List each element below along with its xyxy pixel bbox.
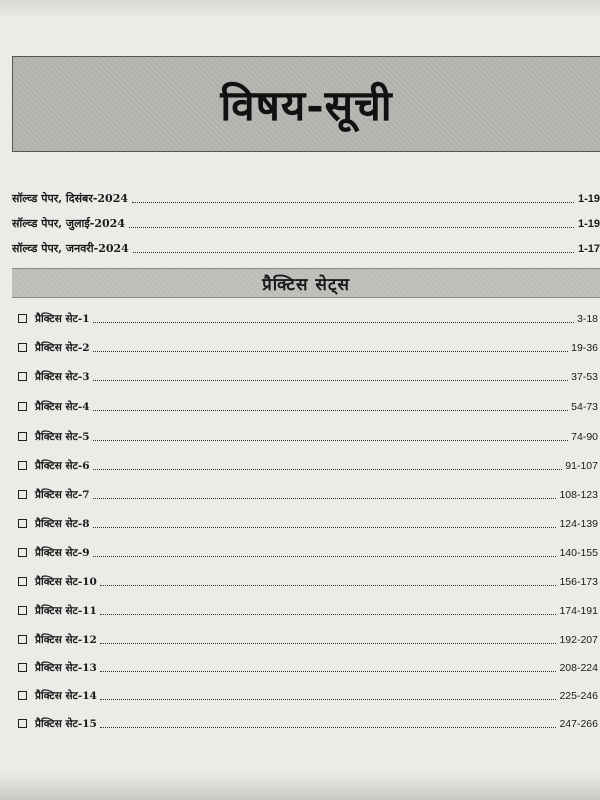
practice-set-label: प्रैक्टिस सेट-13 [35,662,97,674]
dot-leader [93,468,563,470]
practice-set-pages: 192-207 [559,634,598,646]
checkbox-icon [18,402,27,411]
toc-row-solved-paper[interactable] [12,211,600,231]
practice-set-row[interactable] [18,337,600,355]
practice-set-label: प्रैक्टिस सेट-10 [35,576,97,588]
practice-set-label: प्रैक्टिस सेट-8 [35,518,90,530]
dot-leader [100,642,557,644]
toc-row-solved-paper[interactable] [12,186,600,206]
dot-leader [93,555,557,557]
practice-set-pages: 247-266 [559,718,598,730]
practice-set-label: प्रैक्टिस सेट-2 [35,342,90,354]
practice-set-label: प्रैक्टिस सेट-3 [35,371,90,383]
practice-set-row[interactable] [18,426,600,444]
practice-set-pages: 108-123 [559,489,598,501]
practice-set-pages: 208-224 [559,662,598,674]
practice-set-row[interactable] [18,685,600,703]
practice-set-label: प्रैक्टिस सेट-4 [35,401,90,413]
practice-set-row[interactable] [18,713,600,731]
checkbox-icon [18,490,27,499]
practice-set-row[interactable] [18,513,600,531]
checkbox-icon [18,691,27,700]
toc-label: सॉल्व्ड पेपर, जुलाई-2024 [12,217,125,230]
page-edge-bottom [0,772,600,800]
practice-set-label: प्रैक्टिस सेट-15 [35,718,97,730]
practice-set-pages: 19-36 [571,342,598,354]
checkbox-icon [18,548,27,557]
toc-page-range: 1-19 [577,218,600,230]
dot-leader [133,251,574,253]
toc-row-solved-paper[interactable] [12,236,600,256]
practice-set-row[interactable] [18,396,600,414]
dot-leader [93,497,557,499]
practice-set-row[interactable] [18,484,600,502]
practice-set-label: प्रैक्टिस सेट-11 [35,605,97,617]
practice-set-row[interactable] [18,542,600,560]
dot-leader [132,201,574,203]
dot-leader [93,526,557,528]
checkbox-icon [18,372,27,381]
page-title: विषय-सूची [220,80,393,130]
checkbox-icon [18,663,27,672]
dot-leader [93,350,569,352]
checkbox-icon [18,432,27,441]
checkbox-icon [18,314,27,323]
dot-leader [100,698,557,700]
dot-leader [93,439,569,441]
practice-set-pages: 91-107 [565,460,598,472]
dot-leader [100,670,557,672]
practice-set-pages: 3-18 [576,313,598,325]
dot-leader [93,409,569,411]
section-heading: प्रैक्टिस सेट्स [262,274,350,295]
checkbox-icon [18,606,27,615]
checkbox-icon [18,461,27,470]
practice-set-label: प्रैक्टिस सेट-1 [35,313,90,325]
checkbox-icon [18,719,27,728]
practice-set-label: प्रैक्टिस सेट-12 [35,634,97,646]
practice-set-row[interactable] [18,455,600,473]
dot-leader [100,726,557,728]
practice-set-row[interactable] [18,571,600,589]
checkbox-icon [18,519,27,528]
toc-page-range: 1-19 [577,193,600,205]
dot-leader [129,226,574,228]
practice-set-label: प्रैक्टिस सेट-6 [35,460,90,472]
practice-set-row[interactable] [18,366,600,384]
dot-leader [93,379,569,381]
practice-set-pages: 174-191 [559,605,598,617]
practice-set-label: प्रैक्टिस सेट-9 [35,547,90,559]
toc-label: सॉल्व्ड पेपर, जनवरी-2024 [12,242,129,255]
page-edge-top [0,0,600,18]
practice-set-label: प्रैक्टिस सेट-7 [35,489,90,501]
practice-set-pages: 156-173 [559,576,598,588]
practice-set-label: प्रैक्टिस सेट-5 [35,431,90,443]
title-banner [12,56,600,152]
practice-set-row[interactable] [18,308,600,326]
practice-set-pages: 225-246 [559,690,598,702]
practice-set-pages: 140-155 [559,547,598,559]
practice-set-pages: 37-53 [571,371,598,383]
checkbox-icon [18,343,27,352]
section-banner [12,268,600,298]
dot-leader [93,321,574,323]
dot-leader [100,613,557,615]
dot-leader [100,584,557,586]
practice-set-pages: 74-90 [571,431,598,443]
practice-set-row[interactable] [18,657,600,675]
checkbox-icon [18,635,27,644]
practice-set-pages: 124-139 [559,518,598,530]
toc-page-range: 1-17 [577,243,600,255]
toc-label: सॉल्व्ड पेपर, दिसंबर-2024 [12,192,129,205]
practice-set-row[interactable] [18,600,600,618]
practice-set-row[interactable] [18,629,600,647]
practice-set-label: प्रैक्टिस सेट-14 [35,690,97,702]
checkbox-icon [18,577,27,586]
practice-set-pages: 54-73 [571,401,598,413]
